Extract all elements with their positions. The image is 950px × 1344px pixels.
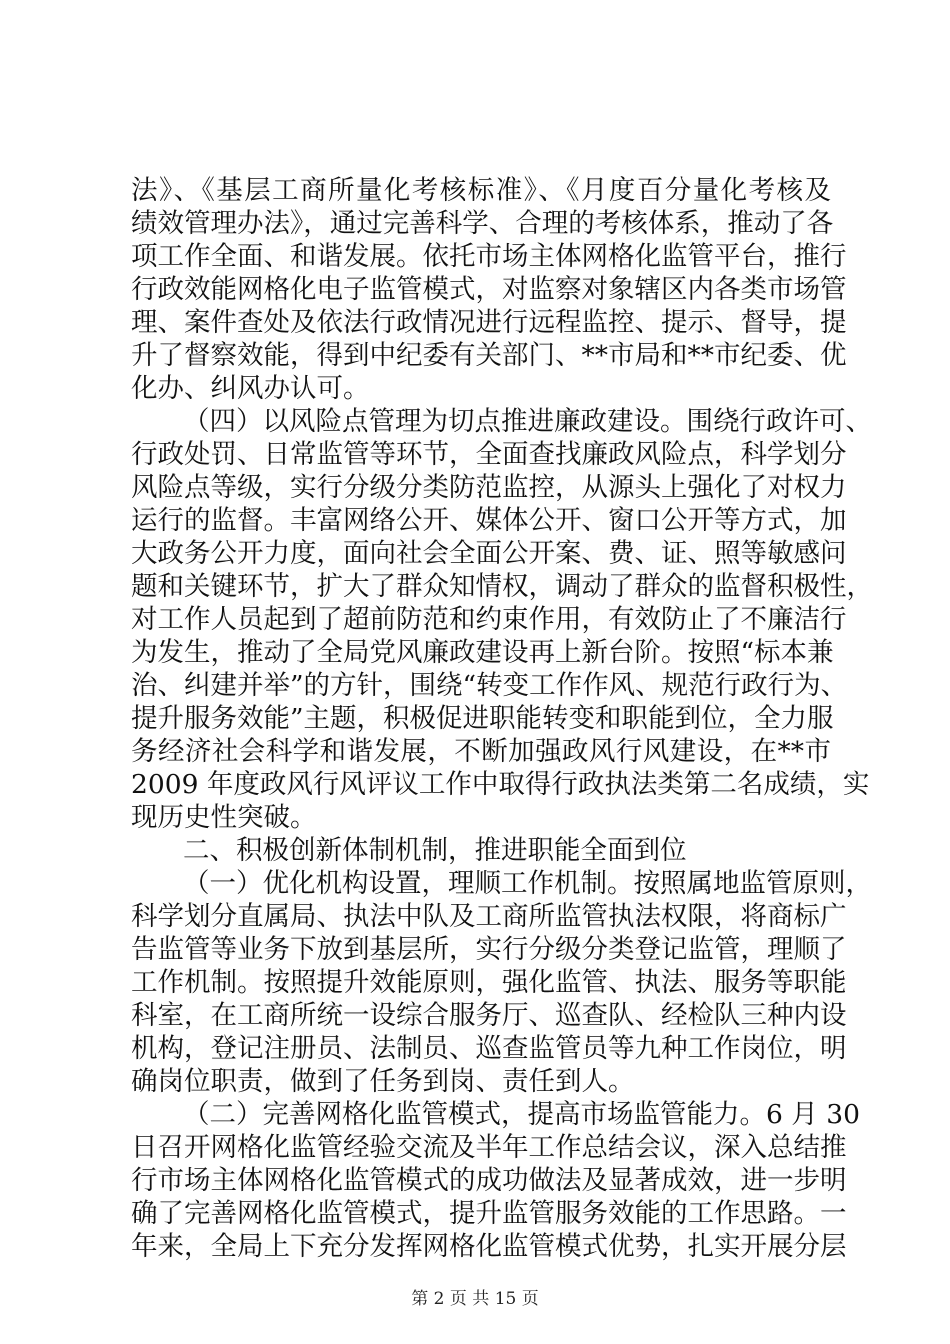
body-text-line: 风险点等级，实行分级分类防范监控，从源头上强化了对权力 bbox=[131, 472, 847, 503]
body-text-line: 确了完善网格化监管模式，提升监管服务效能的工作思路。一 bbox=[131, 1198, 847, 1229]
body-text-line: 日召开网格化监管经验交流及半年工作总结会议，深入总结推 bbox=[131, 1132, 847, 1163]
body-text-line: 行政效能网格化电子监管模式，对监察对象辖区内各类市场管 bbox=[131, 274, 847, 305]
paragraph-first-line: （一）优化机构设置，理顺工作机制。按照属地监管原则， bbox=[183, 868, 872, 899]
page-number-footer: 第 2 页 共 15 页 bbox=[411, 1289, 539, 1309]
body-text-line: 项工作全面、和谐发展。依托市场主体网格化监管平台，推行 bbox=[131, 241, 847, 272]
body-text-line: 治、纠建并举”的方针，围绕“转变工作作风、规范行政行为、 bbox=[131, 670, 848, 701]
body-text-line: 科室，在工商所统一设综合服务厅、巡查队、经检队三种内设 bbox=[131, 1000, 847, 1031]
paragraph-first-line: （二）完善网格化监管模式，提高市场监管能力。6 月 30 bbox=[183, 1099, 860, 1130]
body-text-line: 化办、纠风办认可。 bbox=[131, 373, 370, 404]
body-text-line: 科学划分直属局、执法中队及工商所监管执法权限，将商标广 bbox=[131, 901, 847, 932]
body-text-line: 升了督察效能，得到中纪委有关部门、**市局和**市纪委、优 bbox=[131, 340, 847, 371]
body-text-line: 现历史性突破。 bbox=[131, 802, 317, 833]
body-text-line: 运行的监督。丰富网络公开、媒体公开、窗口公开等方式，加 bbox=[131, 505, 847, 536]
body-text-line: 务经济社会科学和谐发展，不断加强政风行风建设，在**市 bbox=[131, 736, 831, 767]
body-text-line: 年来，全局上下充分发挥网格化监管模式优势，扎实开展分层 bbox=[131, 1231, 847, 1262]
body-text-line: 理、案件查处及依法行政情况进行远程监控、提示、督导，提 bbox=[131, 307, 847, 338]
body-text-line: 为发生，推动了全局党风廉政建设再上新台阶。按照“标本兼 bbox=[131, 637, 834, 668]
body-text-line: 2009 年度政风行风评议工作中取得行政执法类第二名成绩，实 bbox=[131, 769, 870, 800]
body-text-line: 确岗位职责，做到了任务到岗、责任到人。 bbox=[131, 1066, 635, 1097]
body-text-line: 行市场主体网格化监管模式的成功做法及显著成效，进一步明 bbox=[131, 1165, 847, 1196]
section-heading: 二、积极创新体制机制，推进职能全面到位 bbox=[183, 835, 687, 866]
body-text-line: 法》、《基层工商所量化考核标准》、《月度百分量化考核及 bbox=[131, 175, 831, 206]
body-text-line: 提升服务效能”主题，积极促进职能转变和职能到位，全力服 bbox=[131, 703, 834, 734]
body-text-line: 题和关键环节，扩大了群众知情权，调动了群众的监督积极性， bbox=[131, 571, 873, 602]
body-text-line: 大政务公开力度，面向社会全面公开案、费、证、照等敏感问 bbox=[131, 538, 847, 569]
body-text-line: 绩效管理办法》，通过完善科学、合理的考核体系，推动了各 bbox=[131, 208, 834, 239]
body-text-line: 机构，登记注册员、法制员、巡查监管员等九种工作岗位，明 bbox=[131, 1033, 847, 1064]
body-text-line: 行政处罚、日常监管等环节，全面查找廉政风险点，科学划分 bbox=[131, 439, 847, 470]
body-text-line: 工作机制。按照提升效能原则，强化监管、执法、服务等职能 bbox=[131, 967, 847, 998]
body-text-line: 对工作人员起到了超前防范和约束作用，有效防止了不廉洁行 bbox=[131, 604, 847, 635]
body-text-line: 告监管等业务下放到基层所，实行分级分类登记监管，理顺了 bbox=[131, 934, 847, 965]
paragraph-first-line: （四）以风险点管理为切点推进廉政建设。围绕行政许可、 bbox=[183, 406, 872, 437]
